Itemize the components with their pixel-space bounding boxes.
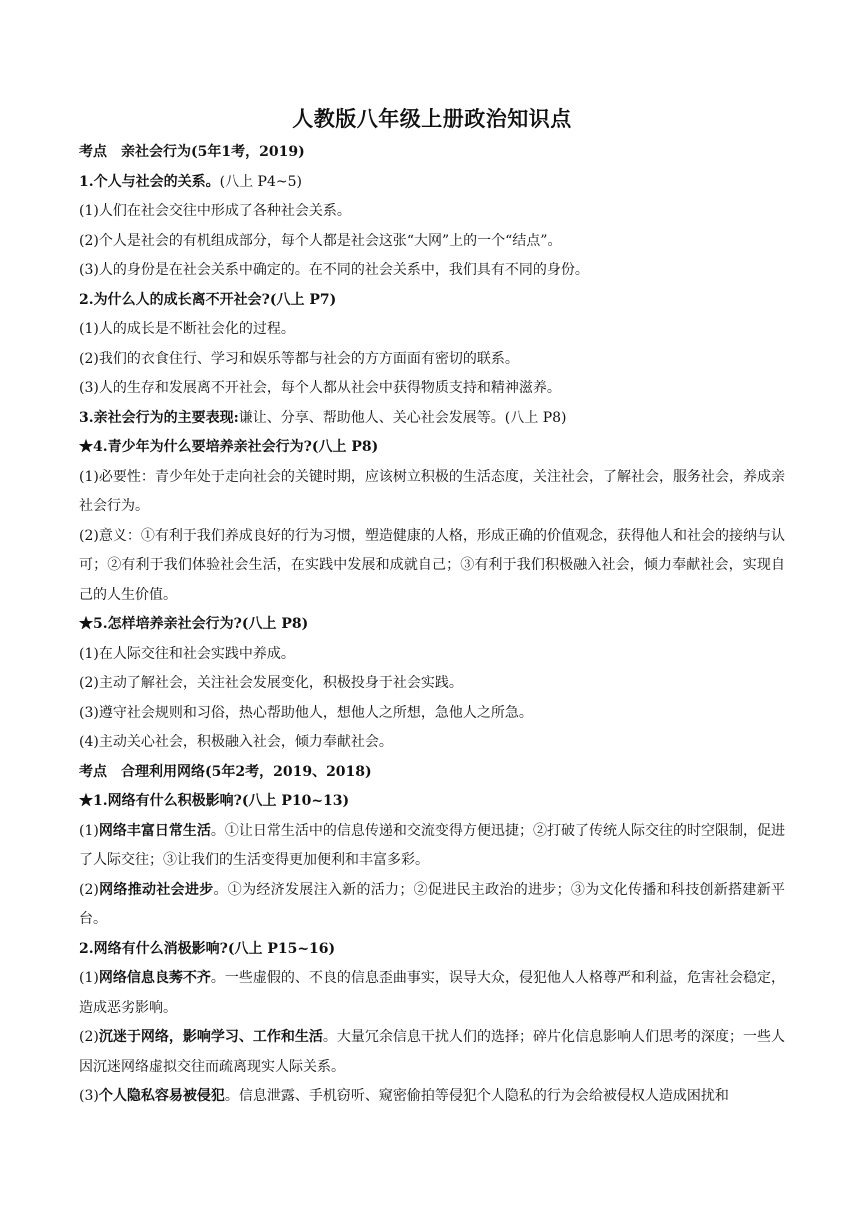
- key-phrase: 沉迷于网络，影响学习、工作和生活: [98, 1029, 323, 1045]
- document-page: [79, 104, 785, 1112]
- answer-text: 。一些虚假的、不良的信息歪曲事实，误导大众，侵犯他人人格尊严和利益，危害社会稳定，造成恶劣影响。: [79, 970, 786, 1016]
- answer-item: (2)主动了解社会，关注社会发展变化，积极投身于社会实践。: [79, 675, 463, 691]
- question-heading-starred: ★1.网络有什么积极影响?(八上 P10~13): [79, 793, 350, 809]
- answer-text: 。信息泄露、手机窃听、窥密偷拍等侵犯个人隐私的行为会给被侵权人造成困扰和: [224, 1088, 729, 1104]
- answer-paragraph: [79, 1023, 785, 1082]
- item-number: (2): [79, 1029, 99, 1045]
- section-title: 亲社会行为(5年1考，2019): [121, 144, 305, 160]
- section-title: 合理利用网络(5年2考，2019、2018): [121, 763, 372, 780]
- answer-paragraph: (2)意义：①有利于我们养成良好的行为习惯，塑造健康的人格，形成正确的价值观念，获得他人和社会的接纳与认可；②有利于我们体验社会生活，在实践中发展和成就自己；③有利于我们积极融入社会，倾力奉献社会，实现自己的人生价值。: [79, 527, 785, 603]
- answer-paragraph: [79, 1082, 785, 1112]
- key-phrase: 网络丰富日常生活: [98, 822, 211, 839]
- answer-item: (1)人的成长是不断社会化的过程。: [79, 321, 295, 337]
- answer-text: 。大量冗余信息干扰人们的选择；碎片化信息影响人们思考的深度；一些人因沉迷网络虚拟交往而疏离现实人际关系。: [79, 1029, 786, 1075]
- item-number: (3): [79, 1088, 99, 1104]
- question-title: 1.个人与社会的关系。: [79, 173, 220, 190]
- answer-item: (1)在人际交往和社会实践中养成。: [79, 645, 295, 662]
- answer-paragraph: [79, 964, 785, 1023]
- answer-item: (2)我们的衣食住行、学习和娱乐等都与社会的方方面面有密切的联系。: [79, 350, 519, 367]
- question-heading: 2.为什么人的成长离不开社会?(八上 P7): [79, 291, 337, 308]
- question-heading: [79, 168, 785, 198]
- section-label: 考点: [79, 763, 107, 780]
- section-label: 考点: [79, 144, 107, 160]
- answer-item: (3)人的生存和发展离不开社会，每个人都从社会中获得物质支持和精神滋养。: [79, 380, 561, 396]
- question-title: 3.亲社会行为的主要表现:: [79, 409, 239, 426]
- section-heading-network: [79, 758, 785, 788]
- answer-text: 。①为经济发展注入新的活力；②促进民主政治的进步；③为文化传播和科技创新搭建新平台。: [79, 881, 785, 927]
- key-phrase: 个人隐私容易被侵犯: [98, 1088, 225, 1104]
- page-reference: (八上 P4~5): [219, 173, 302, 190]
- answer-paragraph: [79, 817, 785, 876]
- answer-item: (4)主动关心社会，积极融入社会，倾力奉献社会。: [79, 734, 393, 750]
- answer-item: (1)人们在社会交往中形成了各种社会关系。: [79, 203, 351, 219]
- answer-paragraph: (1)必要性：青少年处于走向社会的关键时期，应该树立积极的生活态度，关注社会，了解社会，服务社会，养成亲社会行为。: [79, 468, 785, 514]
- section-heading-prosocial: [79, 138, 785, 168]
- document-title: 人教版八年级上册政治知识点: [292, 106, 572, 131]
- question-heading: 2.网络有什么消极影响?(八上 P15~16): [79, 940, 336, 957]
- item-number: (1): [79, 822, 99, 839]
- answer-text: 。①让日常生活中的信息传递和交流变得方便迅捷；②打破了传统人际交往的时空限制，促进了人际交往；③让我们的生活变得更加便利和丰富多彩。: [79, 822, 786, 868]
- item-number: (1): [79, 970, 99, 986]
- answer-item: (3)人的身份是在社会关系中确定的。在不同的社会关系中，我们具有不同的身份。: [79, 262, 589, 278]
- question-heading-starred: ★4.青少年为什么要培养亲社会行为?(八上 P8): [79, 439, 379, 455]
- answer-item: (3)遵守社会规则和习俗，热心帮助他人，想他人之所想，急他人之所急。: [79, 704, 533, 721]
- key-phrase: 网络推动社会进步: [98, 881, 214, 898]
- key-phrase: 网络信息良莠不齐: [98, 970, 211, 986]
- answer-paragraph: [79, 876, 785, 935]
- answer-text: 谦让、分享、帮助他人、关心社会发展等。(八上 P8): [238, 409, 567, 426]
- item-number: (2): [79, 881, 99, 898]
- question-heading: [79, 404, 785, 434]
- question-heading-starred: ★5.怎样培养亲社会行为?(八上 P8): [79, 616, 309, 632]
- answer-item: (2)个人是社会的有机组成部分，每个人都是社会这张“大网”上的一个“结点”。: [79, 232, 562, 249]
